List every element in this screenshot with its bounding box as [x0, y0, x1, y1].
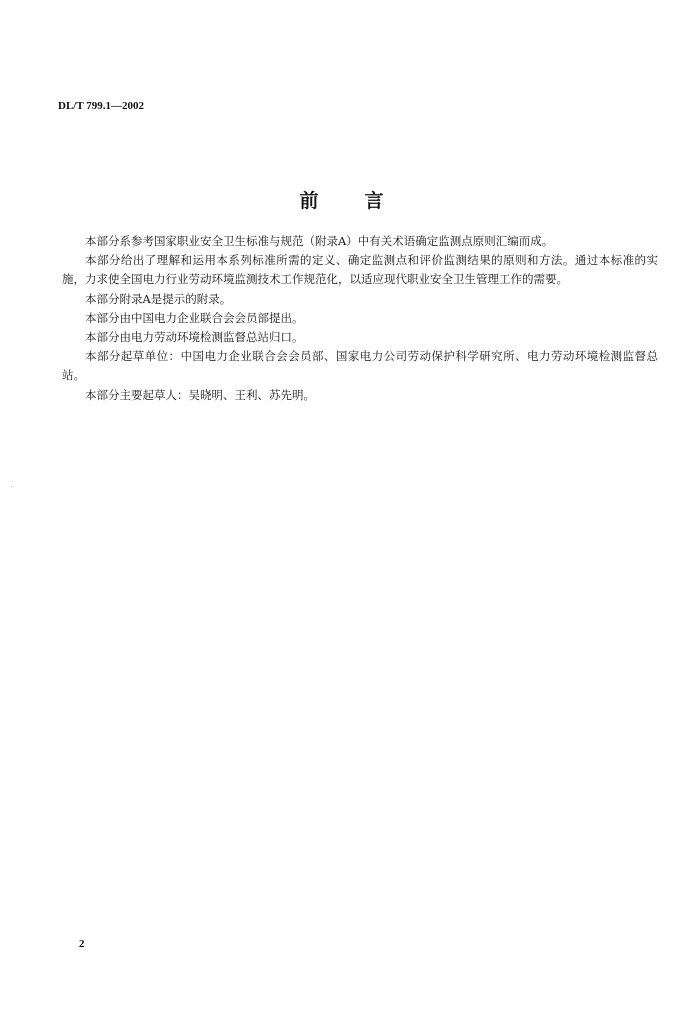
paragraph-drafters: 本部分主要起草人：吴晓明、王利、苏先明。 [85, 387, 315, 402]
foreword-body [62, 232, 658, 405]
paragraph-proposed-by: 本部分由中国电力企业联合会会员部提出。 [85, 310, 304, 325]
paragraph-responsible: 本部分由电力劳动环境检测监督总站归口。 [85, 330, 304, 345]
paragraph-appendix: 本部分附录A是提示的附录。 [85, 291, 232, 306]
section-title-right: 言 [364, 190, 384, 212]
paragraph-purpose: 本部分给出了理解和运用本系列标准所需的定义、确定监测点和评价监测结果的原则和方法。通过本标准的实施，力求使全国电力行业劳动环境监测技术工作规范化，以适应现代职业安全卫生管理工作的需要。 [62, 253, 658, 287]
page-number: 2 [79, 938, 85, 950]
section-title [0, 186, 683, 213]
paragraph-reference: 本部分系参考国家职业安全卫生标准与规范（附录A）中有关术语确定监测点原则汇编而成。 [85, 234, 554, 248]
standard-code: DL/T 799.1—2002 [58, 100, 144, 112]
section-title-left: 前 [299, 190, 319, 212]
scan-speck [11, 486, 12, 487]
paragraph-drafting-units: 本部分起草单位：中国电力企业联合会会员部、国家电力公司劳动保护科学研究所、电力劳动环境检测监督总站。 [62, 349, 658, 383]
